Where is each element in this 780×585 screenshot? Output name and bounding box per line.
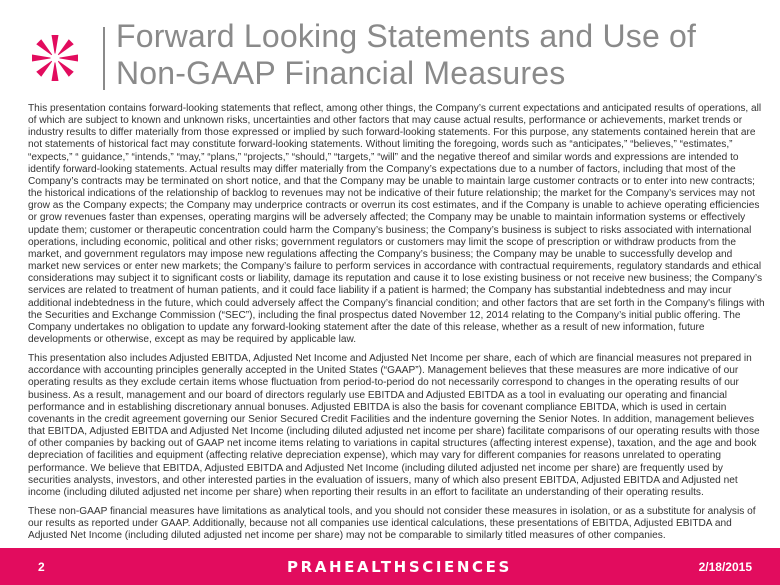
forward-looking-paragraph: This presentation contains forward-looking statements that reflect, among other things, the Company’s current expectations and anticipated results of operations, all of which are subject to known and unknown risks, uncertainties and other factors that may cause actual results, performance or achievements, market trends or industry results to differ materially from those expressed or implied by such forward-looking statements. For this purpose, any statements contained herein that are not statements of historical fact may constitute forward-looking statements. Without limiting the foregoing, words such as “anticipates,” “believes,” “estimates,” “expects,” “ guidance,” “intends,” “may,” “plans,” “projects,” “should,” “targets,” “will” and the negative thereof and similar words and expressions are intended to identify forward-looking statements. Actual results may differ materially from the Company’s expectations due to a number of factors, including that most of the Company’s contracts may be terminated on short notice, and that the Company may be unable to maintain large customer contracts or to enter into new contracts; the historical indications of the relationship of backlog to revenues may not be indicative of their future relationship; the market for the Company’s services may not grow as the Company expects; the Company may underprice contracts or overrun its cost estimates, and if the Company is unable to achieve operating efficiencies or grow revenues faster than expenses, operating margins will be adversely affected; the Company may be unable to maintain information systems or effectively update them; customer or therapeutic concentration could harm the Company’s business; the Company’s business is subject to risks associated with international operations, including economic, political and other risks; government regulators or customers may limit the scope of prescription or withdraw products from the market, and government regulators may impose new regulations affecting the Company’s business; the Company may be unable to successfully develop and market new services or enter new markets; the Company’s failure to perform services in accordance with contractual requirements, regulatory standards and ethical considerations may subject it to significant costs or liability, damage its reputation and cause it to lose existing business or not receive new business; the Company’s services are related to treatment of human patients, and it could face liability if a patient is harmed; the Company has substantial indebtedness and may incur additional indebtedness in the future, which could adversely affect the Company’s financial condition; and other factors that are set forth in the Company's filings with the Securities and Exchange Commission (“SEC”), including the final prospectus dated November 12, 2014 relating to the Company’s initial public offering. The Company undertakes no obligation to update any forward-looking statement after the date of this release, whether as a result of new information, future developments or otherwise, except as may be required by applicable law. [28,103,765,345]
title-divider [103,27,105,90]
slide-date: 2/18/2015 [698,560,752,574]
limitations-paragraph: These non-GAAP financial measures have limitations as analytical tools, and you should not consider these measures in isolation, or as a substitute for analysis of our results as reported under GAAP. Additionally, because not all companies use identical calculations, these presentations of EBITDA, Adjusted EBITDA and Adjusted Net Income (including diluted adjusted net income per share) may not be comparable to similarly titled measures of other companies. [28,506,756,542]
footer-bar [0,548,780,585]
slide-title: Forward Looking Statements and Use of Non-GAAP Financial Measures [116,18,697,91]
non-gaap-paragraph: This presentation also includes Adjusted EBITDA, Adjusted Net Income and Adjusted Net Income per share, each of which are financial measures not prepared in accordance with accounting principles generally accepted in the United States (“GAAP”). Management believes that these measures are more indicative of our operating results as they exclude certain items whose fluctuation from period-to-period do not necessarily correspond to changes in the operating results of our business. As a result, management and our board of directors regularly use EBITDA and Adjusted EBITDA as a tool in evaluating our operating and financial performance and in establishing discretionary annual bonuses. Adjusted EBITDA is also the basis for covenant compliance EBITDA, which is used in certain covenants in the credit agreement governing our Senior Secured Credit Facilities and the indenture governing the Senior Notes. In addition, management believes that EBITDA, Adjusted EBITDA and Adjusted Net Income (including diluted adjusted net income per share) facilitate comparisons of our operating results with those of other companies by backing out of GAAP net income items relating to variations in capital structures (affecting interest expense), taxation, and the age and book depreciation of facilities and equipment (affecting relative depreciation expense), which may vary for different companies for reasons unrelated to operating performance. We believe that EBITDA, Adjusted EBITDA and Adjusted Net Income (including diluted adjusted net income per share) are frequently used by securities analysts, investors, and other interested parties in the evaluation of issuers, many of which also present EBITDA, Adjusted EBITDA and Adjusted net income (including diluted adjusted net income per share) when reporting their results in an effort to facilitate an understanding of their operating results. [28,353,760,498]
page-number: 2 [38,560,45,574]
disclaimer-body [28,103,765,549]
brand-wordmark: PRAHEALTHSCIENCES [287,558,512,576]
starburst-logo-icon [30,33,80,83]
